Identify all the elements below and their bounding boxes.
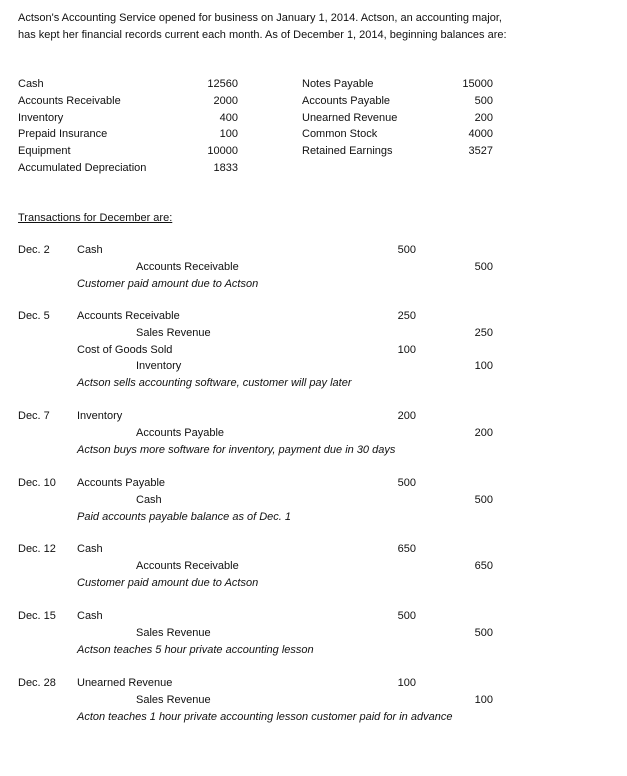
- balance-label: Accounts Receivable: [18, 94, 121, 107]
- debit-amount: 650: [397, 543, 416, 555]
- credit-account: Accounts Payable: [136, 426, 225, 439]
- balance-label: Retained Earnings: [302, 145, 393, 158]
- entry-memo: Paid accounts payable balance as of Dec. 1: [77, 510, 292, 523]
- debit-amount: 500: [397, 244, 416, 256]
- balance-label: Accumulated Depreciation: [18, 162, 147, 174]
- credit-account: Sales Revenue: [136, 326, 211, 339]
- debit-account: Cash: [77, 244, 103, 256]
- transactions-heading: Transactions for December are:: [18, 212, 173, 224]
- balance-label: Cash: [18, 78, 44, 90]
- entry-memo: Acton teaches 1 hour private accounting lesson customer paid for in advance: [77, 710, 453, 723]
- balance-value: 200: [474, 111, 493, 124]
- balance-value: 100: [219, 128, 238, 141]
- balance-label: Prepaid Insurance: [18, 128, 108, 141]
- credit-amount: 100: [474, 360, 493, 373]
- balance-label: Unearned Revenue: [302, 111, 398, 124]
- debit-amount: 250: [397, 310, 416, 322]
- debit-account: Cost of Goods Sold: [77, 343, 173, 356]
- credit-amount: 500: [474, 626, 493, 639]
- entry-memo: Actson buys more software for inventory, payment due in 30 days: [77, 443, 396, 456]
- balance-value: 400: [219, 111, 238, 124]
- entry-memo: Actson teaches 5 hour private accounting lesson: [77, 643, 314, 656]
- balance-value: 12560: [207, 78, 238, 90]
- balance-value: 500: [474, 94, 493, 107]
- credit-amount: 200: [474, 426, 493, 439]
- credit-amount: 500: [474, 260, 493, 273]
- entry-date: Dec. 2: [18, 244, 50, 256]
- credit-account: Inventory: [136, 360, 182, 373]
- credit-account: Sales Revenue: [136, 693, 211, 706]
- entry-date: Dec. 5: [18, 310, 50, 322]
- entry-date: Dec. 15: [18, 610, 56, 622]
- credit-account: Sales Revenue: [136, 626, 211, 639]
- entry-memo: Actson sells accounting software, customer will pay later: [77, 377, 352, 390]
- credit-amount: 650: [474, 559, 493, 572]
- debit-amount: 500: [397, 477, 416, 489]
- balance-value: 3527: [468, 145, 493, 158]
- entry-date: Dec. 7: [18, 410, 50, 422]
- balance-value: 1833: [213, 162, 238, 174]
- debit-account: Inventory: [77, 410, 123, 422]
- entry-memo: Customer paid amount due to Actson: [77, 576, 259, 589]
- balance-value: 4000: [468, 128, 493, 141]
- debit-amount: 200: [397, 410, 416, 422]
- balance-value: 10000: [207, 145, 238, 158]
- balance-label: Notes Payable: [302, 78, 374, 90]
- entry-date: Dec. 28: [18, 677, 56, 689]
- balance-label: Accounts Payable: [302, 94, 391, 107]
- debit-amount: 100: [397, 677, 416, 689]
- credit-amount: 100: [474, 693, 493, 706]
- credit-amount: 250: [474, 326, 493, 339]
- entry-date: Dec. 12: [18, 543, 56, 555]
- debit-account: Cash: [77, 543, 103, 555]
- debit-account: Accounts Payable: [77, 477, 166, 489]
- intro-paragraph: Actson's Accounting Service opened for business on January 1, 2014. Actson, an accounting major, has kept her financial records current each month. As of December 1, 2014, beginning balances are:: [18, 12, 507, 41]
- credit-amount: 500: [474, 493, 493, 506]
- debit-account: Cash: [77, 610, 103, 622]
- entry-date: Dec. 10: [18, 477, 56, 489]
- balance-value: 2000: [213, 94, 238, 107]
- balance-label: Common Stock: [302, 128, 378, 141]
- debit-account: Accounts Receivable: [77, 310, 180, 322]
- balance-label: Inventory: [18, 111, 64, 124]
- balance-label: Equipment: [18, 145, 71, 158]
- credit-account: Cash: [136, 493, 162, 506]
- debit-account: Unearned Revenue: [77, 677, 173, 689]
- credit-account: Accounts Receivable: [136, 260, 239, 273]
- debit-amount: 100: [397, 343, 416, 356]
- credit-account: Accounts Receivable: [136, 559, 239, 572]
- balance-value: 15000: [462, 78, 493, 90]
- debit-amount: 500: [397, 610, 416, 622]
- entry-memo: Customer paid amount due to Actson: [77, 277, 259, 290]
